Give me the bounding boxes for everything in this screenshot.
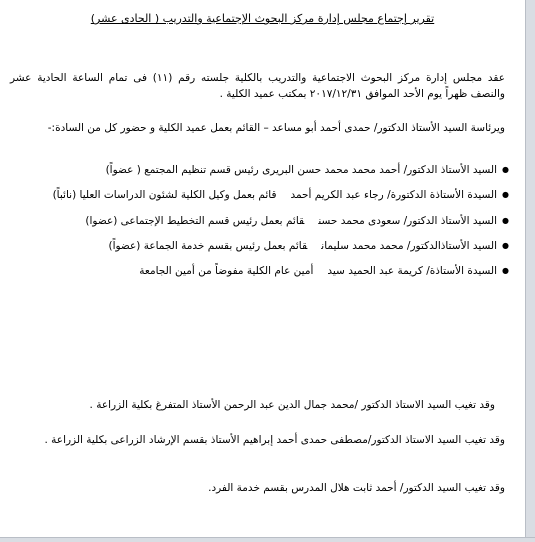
- absence-note: وقد تغيب السيد الدكتور/ أحمد ثابت هلال المدرس بقسم خدمة الفرد.: [208, 482, 505, 494]
- list-item: [9, 187, 509, 203]
- member-name: السيدة الأستاذة/ كريمة عبد الحميد سيد: [327, 265, 497, 278]
- member-name: السيد الأستاذالدكتور/ محمد محمد سليمان: [321, 239, 497, 252]
- absence-note: وقد تغيب السيد الاستاذ الدكتور /محمد جمال الدين عبد الرحمن الأستاذ المتفرغ بكلية الزراعة .: [89, 399, 495, 411]
- report-title: تقرير إجتماع مجلس إدارة مركز البحوث الإجتماعية والتدريب ( الحادى عشر): [90, 12, 435, 25]
- vertical-scrollbar[interactable]: [525, 0, 535, 542]
- chair-paragraph: ويرئاسة السيد الأستاذ الدكتور/ حمدى أحمد أبو مساعد – القائم بعمل عميد الكلية و حضور كل من السادة:-: [47, 122, 505, 134]
- horizontal-scrollbar[interactable]: [0, 537, 535, 542]
- list-item: [9, 238, 509, 254]
- member-role: أمين عام الكلية مفوضاً من أمين الجامعة: [139, 265, 314, 278]
- member-role: قائم بعمل رئيس بقسم خدمة الجماعة (عضواً): [108, 239, 308, 252]
- list-item: [9, 213, 509, 229]
- member-name: السيدة الأستاذة الدكتورة/ رجاء عبد الكريم أحمد: [290, 189, 497, 202]
- member-name: السيد الأستاذ الدكتور/ أحمد محمد محمد حسن البريرى رئيس قسم تنظيم المجتمع ( عضواً): [105, 164, 497, 176]
- absence-note: وقد تغيب السيد الاستاذ الدكتور/مصطفى حمدى أحمد إبراهيم الأستاذ بقسم الإرشاد الزراعى بكلية الزراعة .: [44, 434, 505, 446]
- attendees-list: [9, 162, 509, 288]
- opening-paragraph: عقد مجلس إدارة مركز البحوث الاجتماعية والتدريب بالكلية جلسته رقم (١١) فى تمام الساعة الحادية عشر والنصف ظهراً يوم الأحد الموافق ٢٠١٧/١٢/٣١ بمكتب عميد الكلية .: [10, 72, 505, 101]
- member-role: قائم بعمل رئيس قسم التخطيط الإجتماعى (عضوا): [85, 214, 305, 227]
- member-name: السيد الأستاذ الدكتور/ سعودى محمد حسن: [318, 214, 497, 227]
- list-item: [9, 263, 509, 279]
- list-item: [9, 162, 509, 178]
- member-role: قائم بعمل وكيل الكلية لشئون الدراسات العليا (نائباً): [52, 189, 277, 202]
